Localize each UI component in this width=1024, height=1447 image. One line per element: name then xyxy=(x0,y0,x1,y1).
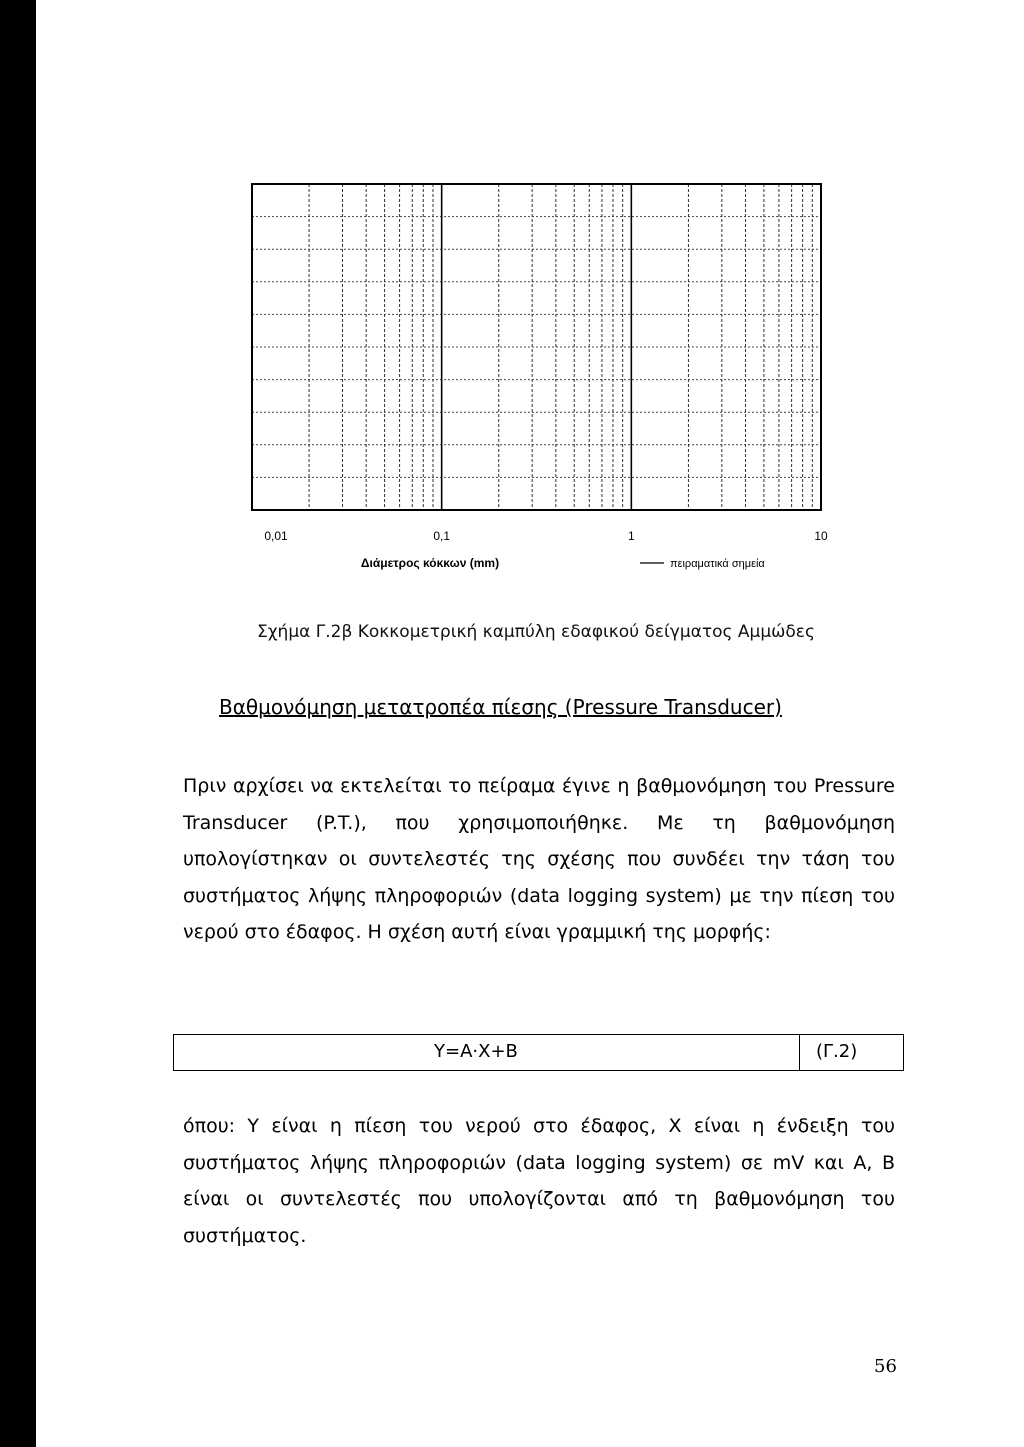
scan-mark xyxy=(44,1044,58,1078)
page-number: 56 xyxy=(874,1356,897,1377)
scan-mark xyxy=(44,1112,58,1146)
paragraph-intro: Πριν αρχίσει να εκτελείται το πείραμα έγινε η βαθμονόμηση του Pressure Transducer (P.T.), που χρησιμοποιήθηκε. Με τη βαθμονόμηση υπολογίστηκαν οι συντελεστές της σχέσης που συνδέει την τάση του συστήματος λήψης πληροφοριών (data logging system) με την πίεση του νερού στο έδαφος. Η σχέση αυτή είναι γραμμική της μορφής: xyxy=(183,775,895,944)
scan-mark xyxy=(44,976,58,1010)
x-tick-label: 10 xyxy=(814,529,828,543)
scan-mark xyxy=(44,632,58,666)
scan-mark xyxy=(44,1250,58,1284)
scan-mark xyxy=(44,770,58,804)
scan-mark xyxy=(44,838,58,872)
equation-formula: Y=A·X+B xyxy=(434,1041,518,1062)
x-tick-label: 0,1 xyxy=(433,529,451,543)
scan-mark xyxy=(44,1182,58,1216)
equation-number: (Γ.2) xyxy=(816,1041,858,1062)
legend-label: πειραματικά σημεία xyxy=(670,558,765,570)
x-tick-label: 1 xyxy=(627,529,635,543)
scan-mark xyxy=(44,1388,58,1422)
equation-divider xyxy=(799,1035,800,1070)
scan-mark xyxy=(44,906,58,940)
scan-mark xyxy=(44,700,58,734)
x-tick-label: 0,01 xyxy=(264,529,288,543)
grain-size-chart xyxy=(36,0,1024,580)
equation-box xyxy=(173,1034,904,1071)
figure-caption: Σχήμα Γ.2β Κοκκομετρική καμπύλη εδαφικού δείγματος Αμμώδες xyxy=(257,622,815,642)
x-axis-label: Διάμετρος κόκκων (mm) xyxy=(360,556,500,570)
document-page xyxy=(36,0,1024,1447)
section-heading: Βαθμονόμηση μετατροπέα πίεσης (Pressure Transducer) xyxy=(219,695,782,719)
paragraph-definitions: όπου: Y είναι η πίεση του νερού στο έδαφος, X είναι η ένδειξη του συστήματος λήψης πληροφοριών (data logging system) σε mV και A, B είναι οι συντελεστές που υπολογίζονται από τη βαθμονόμηση του συστήματος. xyxy=(183,1115,895,1247)
scan-mark xyxy=(44,1320,58,1354)
